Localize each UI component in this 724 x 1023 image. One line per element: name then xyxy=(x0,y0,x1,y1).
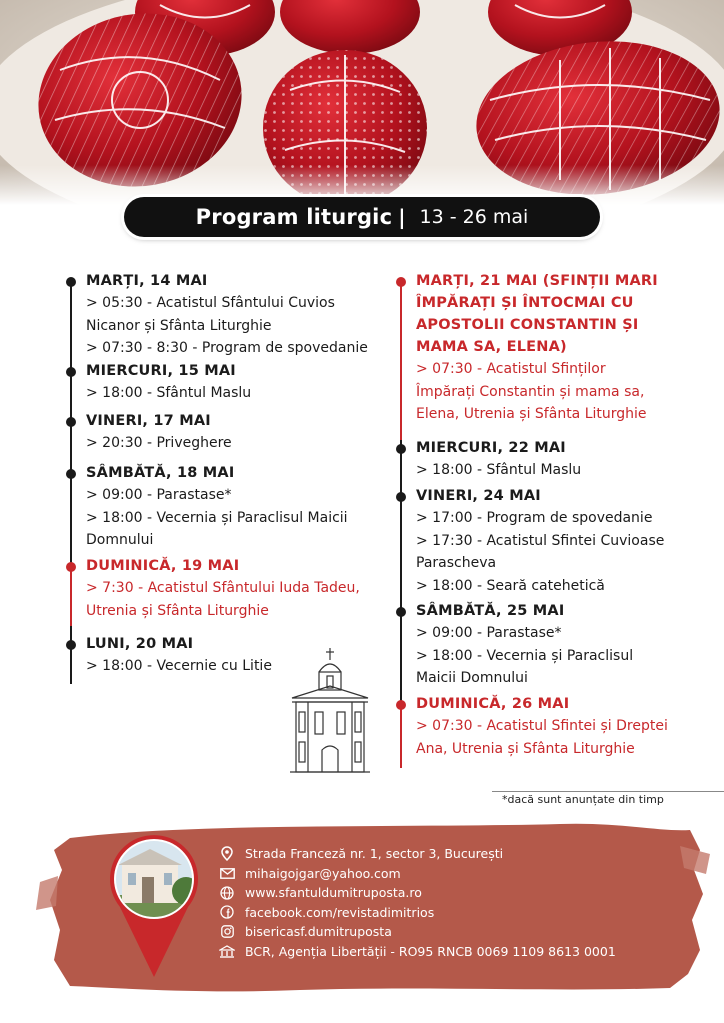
event-date: APOSTOLII CONSTANTIN ȘI xyxy=(416,317,639,333)
timeline-line xyxy=(400,440,402,706)
date-range: 13 - 26 mai xyxy=(419,206,529,228)
timeline-dot xyxy=(396,607,406,617)
bank-account-text: BCR, Agenția Libertății - RO95 RNCB 0069 1109 8613 0001 xyxy=(245,943,616,959)
timeline-line-highlight xyxy=(70,570,72,626)
event-date: SÂMBĂTĂ, 25 MAI xyxy=(416,603,565,619)
event-date: LUNI, 20 MAI xyxy=(86,636,194,652)
event-date: ÎMPĂRAȚI ȘI ÎNTOCMAI CU xyxy=(416,295,634,311)
event-line: > 18:00 - Sfântul Maslu xyxy=(86,385,252,401)
timeline-dot xyxy=(66,640,76,650)
instagram-link[interactable]: bisericasf.dumitruposta xyxy=(245,924,392,940)
church-drawing xyxy=(288,646,372,774)
globe-icon xyxy=(218,885,236,901)
footnote-divider xyxy=(492,791,724,792)
event-entry xyxy=(416,600,720,690)
page-title: Program liturgic xyxy=(195,205,393,229)
event-date: MIERCURI, 22 MAI xyxy=(416,440,566,456)
timeline-dot xyxy=(66,417,76,427)
timeline-dot xyxy=(396,492,406,502)
event-line: > 18:00 - Vecernie cu Litie xyxy=(86,658,272,674)
event-date: MIERCURI, 15 MAI xyxy=(86,363,236,379)
instagram-icon xyxy=(218,924,236,940)
event-line: > 05:30 - Acatistul Sfântului Cuvios xyxy=(86,295,335,311)
email-link[interactable]: mihaigojgar@yahoo.com xyxy=(245,865,401,881)
event-line: > 17:00 - Program de spovedanie xyxy=(416,510,653,526)
event-line: Ana, Utrenia și Sfânta Liturghie xyxy=(416,740,635,757)
timeline-dot xyxy=(66,277,76,287)
schedule-column-right xyxy=(400,270,720,770)
event-entry-highlight xyxy=(416,270,720,426)
timeline-dot-highlight xyxy=(396,277,406,287)
timeline-line-highlight xyxy=(400,279,402,440)
event-date: DUMINICĂ, 26 MAI xyxy=(416,696,570,712)
event-line: > 07:30 - Acatistul Sfinților xyxy=(416,361,606,377)
event-entry-highlight xyxy=(86,555,390,622)
schedule-column-left xyxy=(70,270,390,682)
event-entry xyxy=(86,360,390,405)
event-line: > 09:00 - Parastase* xyxy=(86,487,232,503)
contact-address xyxy=(218,844,678,864)
event-line: Nicanor și Sfânta Liturghie xyxy=(86,317,272,334)
event-line: Parascheva xyxy=(416,555,497,571)
contact-instagram[interactable] xyxy=(218,922,678,942)
timeline-dot xyxy=(396,444,406,454)
contact-list xyxy=(218,844,678,961)
event-line: > 7:30 - Acatistul Sfântului Iuda Tadeu, xyxy=(86,580,360,596)
contact-facebook[interactable] xyxy=(218,903,678,923)
title-banner xyxy=(124,197,600,237)
event-entry xyxy=(416,485,720,597)
event-entry xyxy=(416,437,720,482)
facebook-link[interactable]: facebook.com/revistadimitrios xyxy=(245,904,435,920)
timeline-dot xyxy=(66,367,76,377)
event-date: DUMINICĂ, 19 MAI xyxy=(86,558,240,574)
event-date: MAMA SA, ELENA) xyxy=(416,339,567,355)
location-icon xyxy=(218,846,236,862)
event-line: Împărați Constantin și mama sa, xyxy=(416,383,645,400)
event-date: VINERI, 17 MAI xyxy=(86,413,211,429)
event-entry-highlight xyxy=(416,693,720,760)
event-line: Domnului xyxy=(86,532,154,548)
event-date: VINERI, 24 MAI xyxy=(416,488,541,504)
contact-bank xyxy=(218,942,678,962)
event-line: > 18:00 - Vecernia și Paraclisul Maicii xyxy=(86,509,348,526)
event-line: > 18:00 - Sfântul Maslu xyxy=(416,462,582,478)
event-line: > 07:30 - 8:30 - Program de spovedanie xyxy=(86,340,368,356)
event-entry xyxy=(86,462,390,552)
footnote: *dacă sunt anunțate din timp xyxy=(502,793,664,806)
timeline-dot-highlight xyxy=(66,562,76,572)
timeline-line-highlight xyxy=(400,706,402,768)
event-entry xyxy=(86,410,390,455)
title-separator: | xyxy=(398,205,406,229)
church-photo-pin xyxy=(106,833,202,979)
event-line: Utrenia și Sfânta Liturghie xyxy=(86,602,269,619)
event-entry xyxy=(86,270,390,360)
event-line: > 07:30 - Acatistul Sfintei și Dreptei xyxy=(416,718,668,734)
event-line: Elena, Utrenia și Sfânta Liturghie xyxy=(416,406,647,422)
website-link[interactable]: www.sfantuldumitruposta.ro xyxy=(245,885,422,901)
mail-icon xyxy=(218,865,236,881)
contact-email[interactable] xyxy=(218,864,678,884)
event-date: MARȚI, 21 MAI (SFINȚII MARI xyxy=(416,273,658,289)
event-date: SÂMBĂTĂ, 18 MAI xyxy=(86,465,235,481)
address-text: Strada Franceză nr. 1, sector 3, București xyxy=(245,846,504,862)
header-photo xyxy=(0,0,724,205)
timeline-dot xyxy=(66,469,76,479)
event-line: Maicii Domnului xyxy=(416,670,528,686)
timeline-line xyxy=(70,626,72,684)
facebook-icon xyxy=(218,904,236,920)
event-line: > 09:00 - Parastase* xyxy=(416,625,562,641)
event-line: > 18:00 - Vecernia și Paraclisul xyxy=(416,647,634,664)
contact-website[interactable] xyxy=(218,883,678,903)
event-line: > 17:30 - Acatistul Sfintei Cuvioase xyxy=(416,532,665,549)
event-line: > 20:30 - Priveghere xyxy=(86,435,232,451)
event-date: MARȚI, 14 MAI xyxy=(86,273,208,289)
bank-icon xyxy=(218,943,236,959)
timeline-dot-highlight xyxy=(396,700,406,710)
event-line: > 18:00 - Seară catehetică xyxy=(416,577,605,594)
